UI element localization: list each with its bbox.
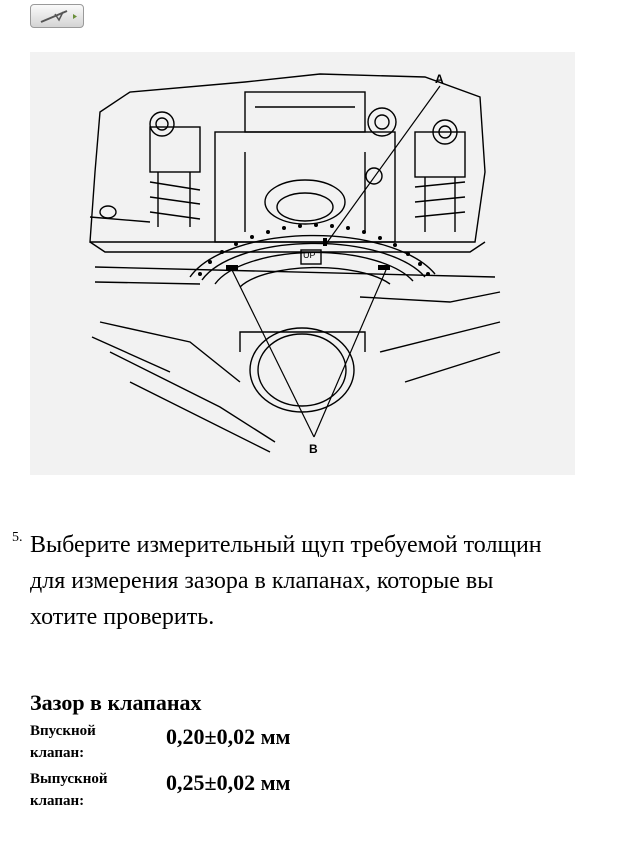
spec-row-intake-label <box>30 720 140 764</box>
step-line: Выберите измерительный щуп требуемой толщин <box>30 532 542 558</box>
step-instruction <box>30 527 640 635</box>
spec-label-line: Впускной <box>30 723 96 739</box>
callout-b: B <box>309 442 318 456</box>
spec-row-exhaust-value: 0,25±0,02 мм <box>166 770 291 795</box>
spec-title: Зазор в клапанах <box>30 690 202 715</box>
step-line: для измерения зазора в клапанах, которые вы <box>30 568 494 594</box>
callout-a: A <box>435 72 444 86</box>
engine-valve-figure <box>30 52 575 475</box>
spec-row-intake-value: 0,20±0,02 мм <box>166 724 291 749</box>
spec-label-line: клапан: <box>30 745 85 761</box>
step-line: хотите проверить. <box>30 604 215 630</box>
spec-label-line: Выпускной <box>30 771 108 787</box>
step-number: 5. <box>12 530 23 545</box>
spec-label-line: клапан: <box>30 793 85 809</box>
spec-row-exhaust-label <box>30 768 140 812</box>
pen-tool-button[interactable] <box>30 4 84 28</box>
pen-tool-icon <box>37 8 79 25</box>
up-mark-label: UP <box>303 250 316 260</box>
cylinder-head-drawing <box>30 52 575 475</box>
